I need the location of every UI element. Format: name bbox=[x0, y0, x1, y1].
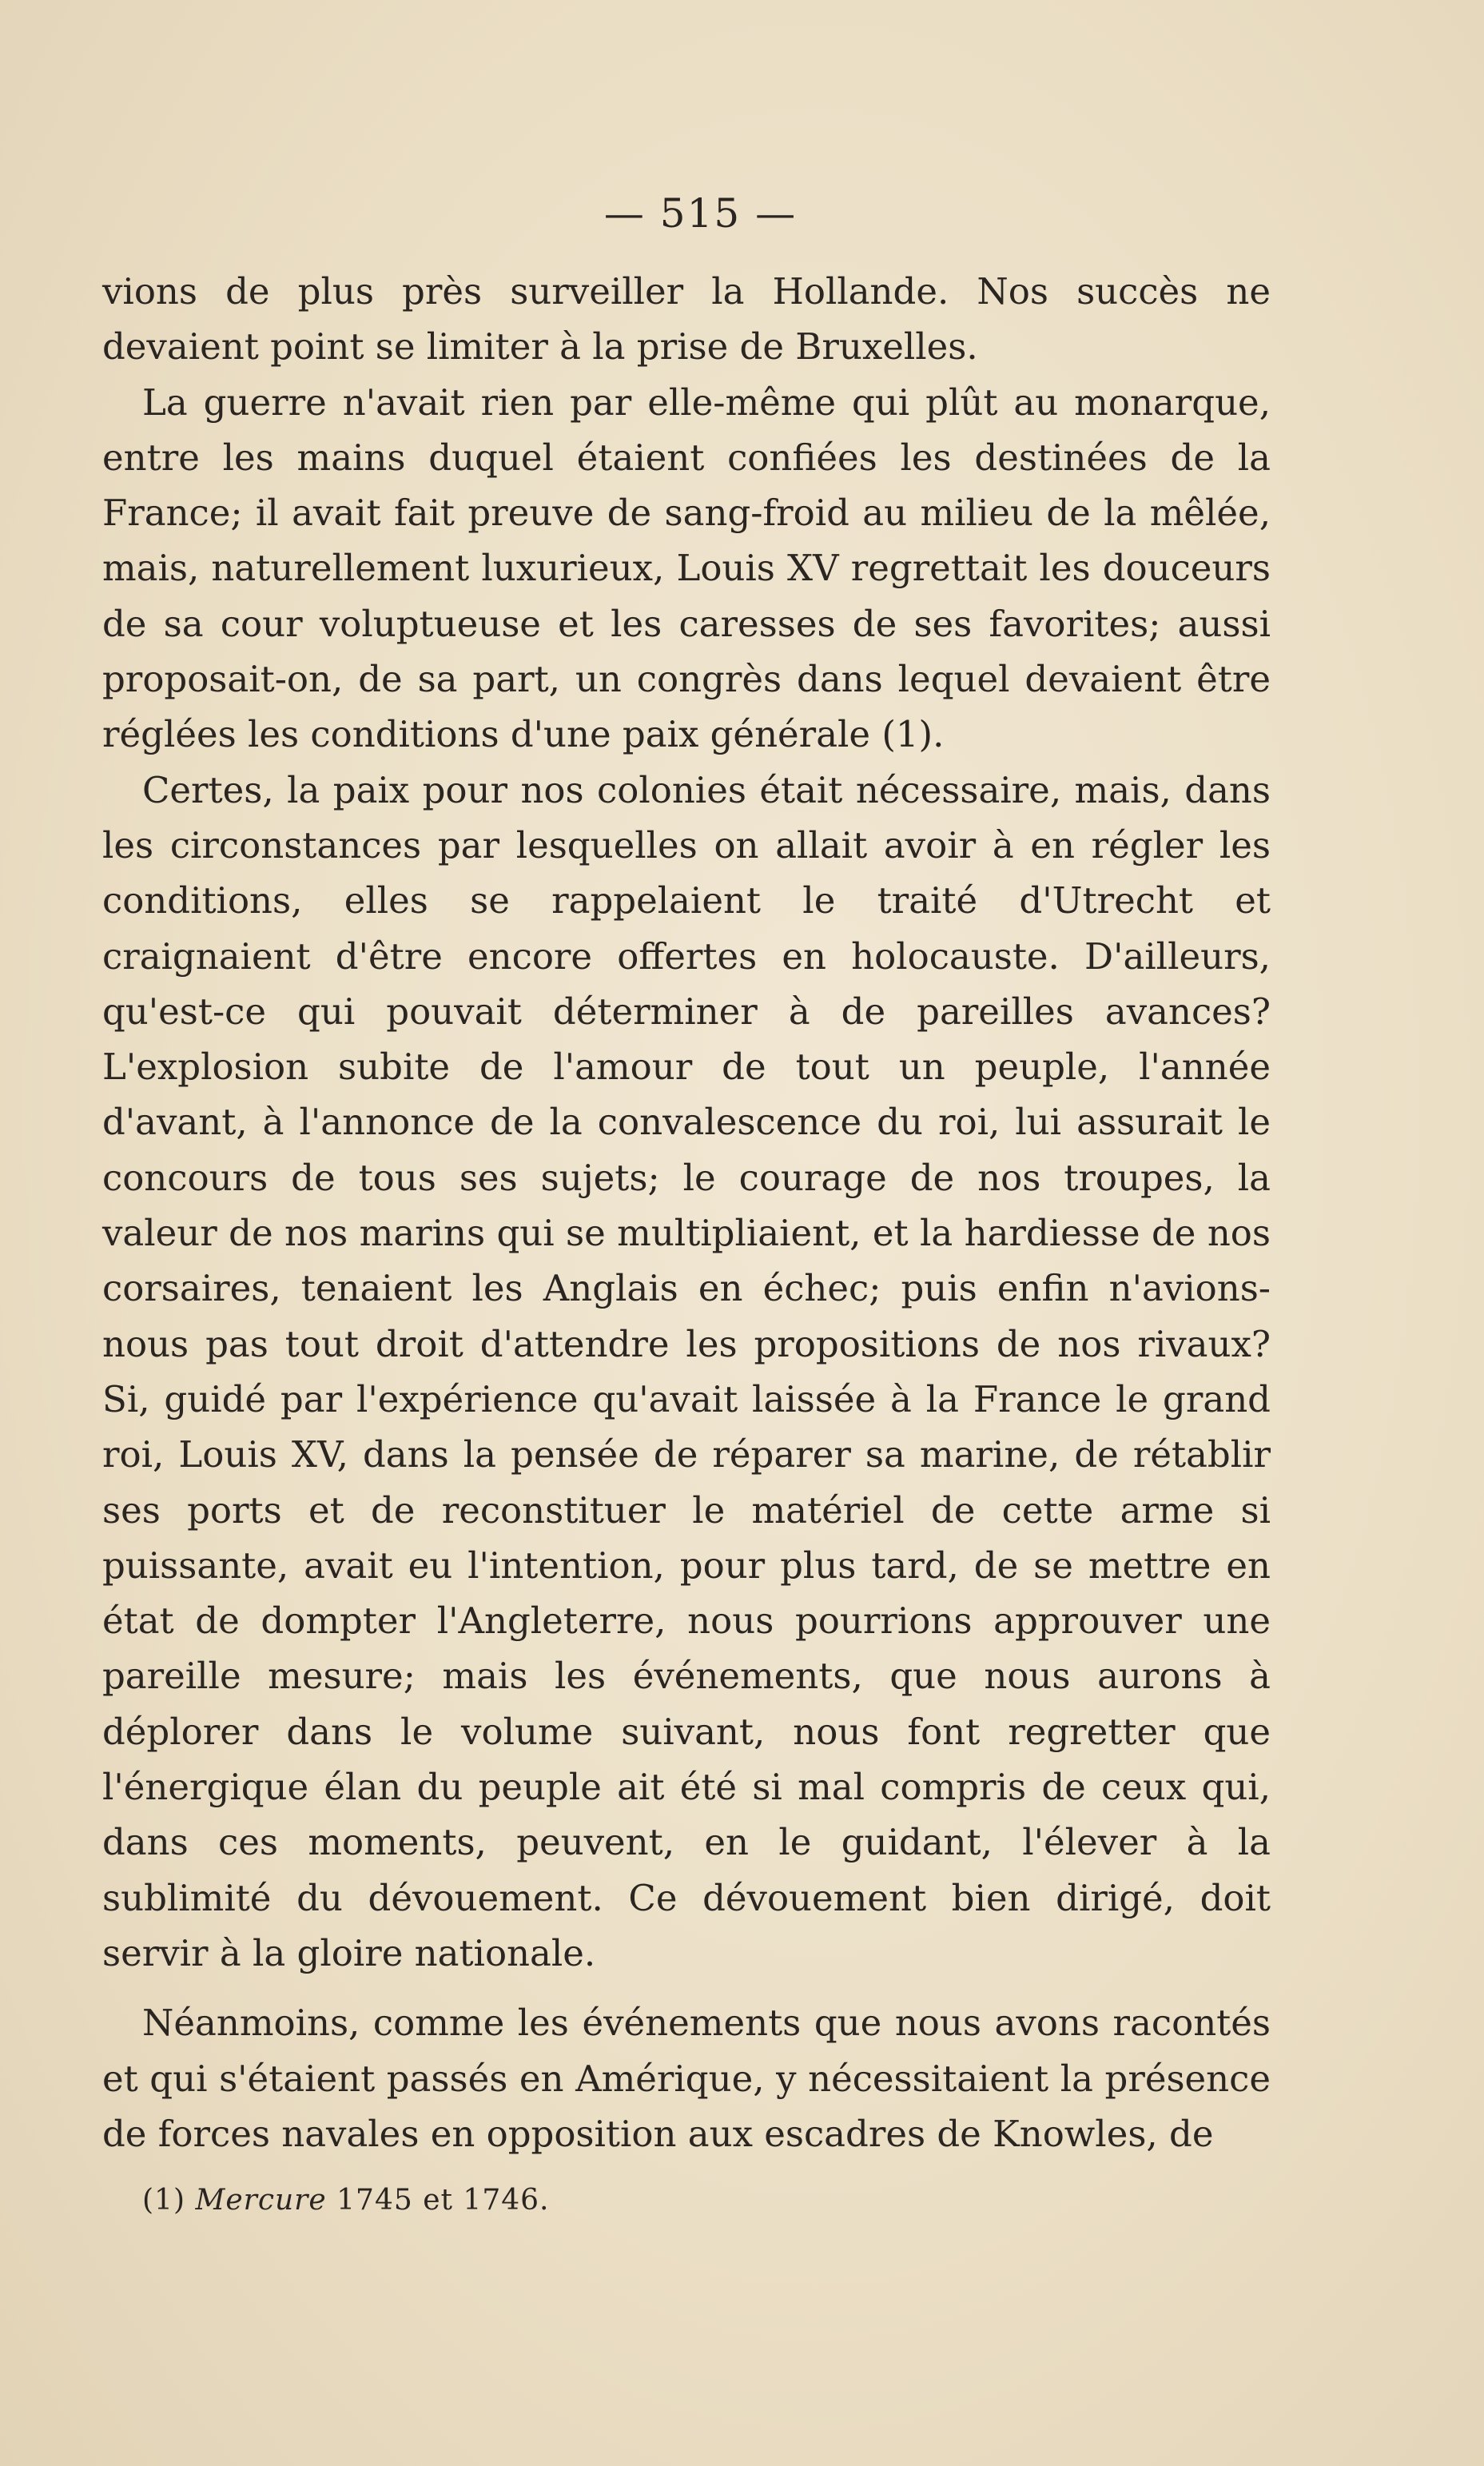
footnote bbox=[142, 2184, 550, 2217]
footnote-source: Mercure bbox=[195, 2184, 327, 2217]
body-text bbox=[102, 264, 1271, 2161]
paragraph-3: Certes, la paix pour nos colonies était nécessaire, mais, dans les circonstances par lesquelles on allait avoir à en régler les conditions, elles se rappelaient le traité d'Utrecht et craignaient d'être encore offertes en holocauste. D'ailleurs, qu'est-ce qui pouvait déterminer à de pareilles avances? L'explosion subite de l'amour de tout un peuple, l'année d'avant, à l'annonce de la convalescence du roi, lui assurait le concours de tous ses sujets; le courage de nos troupes, la valeur de nos marins qui se multipliaient, et la hardiesse de nos corsaires, tenaient les Anglais en échec; puis enfin n'avions-nous pas tout droit d'attendre les propositions de nos rivaux? Si, guidé par l'expérience qu'avait laissée à la France le grand roi, Louis XV, dans la pensée de réparer sa marine, de rétablir ses ports et de reconstituer le matériel de cette arme si puissante, avait eu l'intention, pour plus tard, de se mettre en état de dompter l'Angleterre, nous pourrions approuver une pareille mesure; mais les événements, que nous aurons à déplorer dans le volume suivant, nous font regretter que l'énergique élan du peuple ait été si mal compris de ceux qui, dans ces moments, peuvent, en le guidant, l'élever à la sublimité du dévouement. Ce dévouement bien dirigé, doit servir à la gloire nationale. bbox=[102, 768, 1271, 1974]
paragraph-4: Néanmoins, comme les événements que nous avons racontés et qui s'étaient passés en Amérique, y nécessitaient la présence de forces navales en opposition aux escadres de Knowles, de bbox=[102, 2002, 1271, 2155]
paragraph-1: vions de plus près surveiller la Hollande. Nos succès ne devaient point se limiter à la prise de Bruxelles. bbox=[102, 270, 1271, 369]
paragraph-2: La guerre n'avait rien par elle-même qui plût au monarque, entre les mains duquel étaient confiées les destinées de la France; il avait fait preuve de sang-froid au milieu de la mêlée, mais, naturellement luxurieux, Louis XV regrettait les douceurs de sa cour voluptueuse et les caresses de ses favorites; aussi proposait-on, de sa part, un congrès dans lequel devaient être réglées les conditions d'une paix générale (1). bbox=[102, 380, 1271, 756]
footnote-years: 1745 et 1746. bbox=[336, 2184, 550, 2217]
page-number: — 515 — bbox=[603, 190, 798, 237]
footnote-marker: (1) bbox=[142, 2184, 185, 2217]
